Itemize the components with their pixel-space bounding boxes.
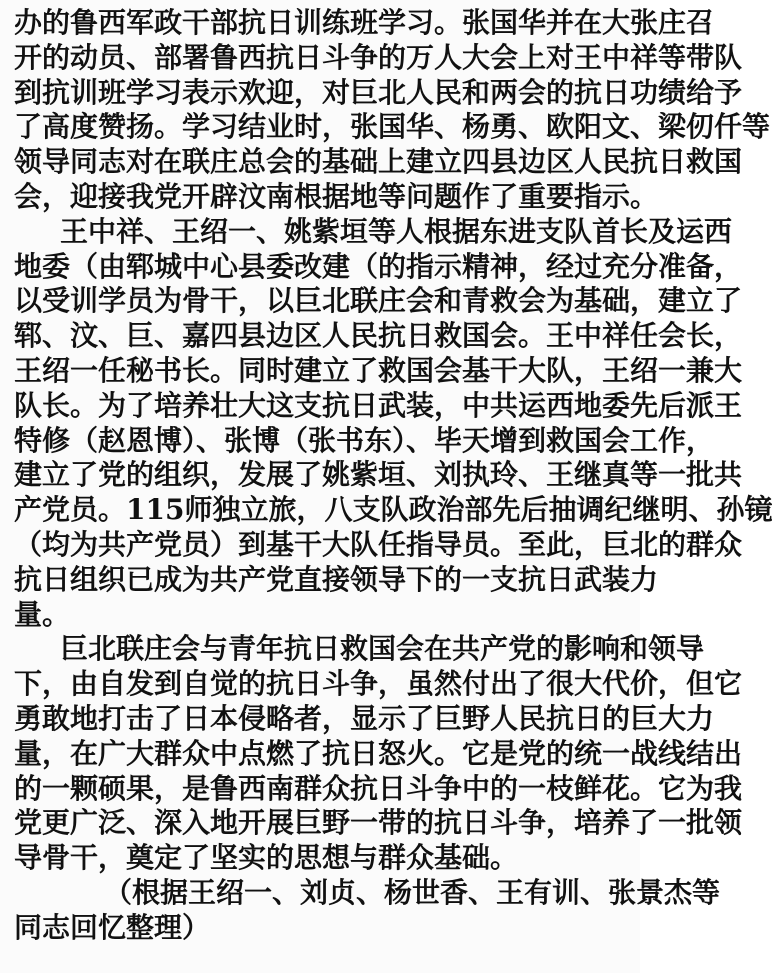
text-line: 下，由自发到自觉的抗日斗争，虽然付出了很大代价，但它 <box>14 667 743 701</box>
text-line: 到抗训班学习表示欢迎，对巨北人民和两会的抗日功绩给予 <box>14 75 743 109</box>
text-line: 勇敢地打击了日本侵略者，显示了巨野人民抗日的巨大力 <box>14 701 715 735</box>
text-line: 办的鲁西军政干部抗日训练班学习。张国华并在大张庄召 <box>14 6 715 39</box>
text-line: （均为共产党员）到基干大队任指导员。至此，巨北的群众 <box>14 527 743 561</box>
paragraph-start-line: 巨北联庄会与青年抗日救国会在共产党的影响和领导 <box>60 632 705 666</box>
text-line: 王绍一任秘书长。同时建立了救国会基干大队，王绍一兼大 <box>14 353 743 387</box>
text-line: 党更广泛、深入地开展巨野一带的抗日斗争，培养了一批领 <box>14 806 743 840</box>
source-note-line: （根据王绍一、刘贞、杨世香、王有训、张景杰等 <box>104 875 721 909</box>
text-line: 了高度赞扬。学习结业时，张国华、杨勇、欧阳文、梁仞仟等 <box>14 110 771 144</box>
text-line: 队长。为了培养壮大这支抗日武装，中共运西地委先后派王 <box>14 388 743 422</box>
text-line: 以受训学员为骨干，以巨北联庄会和青救会为基础，建立了 <box>14 284 743 318</box>
text-line: 领导同志对在联庄总会的基础上建立四县边区人民抗日救国 <box>14 145 743 179</box>
paragraph-start-line: 王中祥、王绍一、姚紫垣等人根据东进支队首长及运西 <box>60 214 733 248</box>
text-line: 特修（赵恩博）、张博（张书东）、毕天增到救国会工作， <box>14 423 715 457</box>
text-line: 会，迎接我党开辟汶南根据地等问题作了重要指示。 <box>14 179 659 213</box>
body-text <box>14 6 772 946</box>
source-note-line: 同志回忆整理） <box>14 910 211 944</box>
text-line: 的一颗硕果，是鲁西南群众抗日斗争中的一枝鲜花。它为我 <box>14 771 743 805</box>
text-line: 量，在广大群众中点燃了抗日怒火。它是党的统一战线结出 <box>14 736 743 770</box>
text-line: 郓、汶、巨、嘉四县边区人民抗日救国会。王中祥任会长， <box>14 319 743 353</box>
text-line: 建立了党的组织，发展了姚紫垣、刘执玲、王继真等一批共 <box>14 458 743 492</box>
text-line: 产党员。115师独立旅，八支队政治部先后抽调纪继明、孙镜 <box>14 493 772 527</box>
text-line: 量。 <box>14 597 71 631</box>
text-line: 导骨干，奠定了坚实的思想与群众基础。 <box>14 841 519 875</box>
text-line: 地委（由郓城中心县委改建（的指示精神，经过充分准备， <box>14 249 743 283</box>
text-line: 抗日组织已成为共产党直接领导下的一支抗日武装力 <box>14 562 659 596</box>
text-line: 开的动员、部署鲁西抗日斗争的万人大会上对王中祥等带队 <box>14 40 743 74</box>
